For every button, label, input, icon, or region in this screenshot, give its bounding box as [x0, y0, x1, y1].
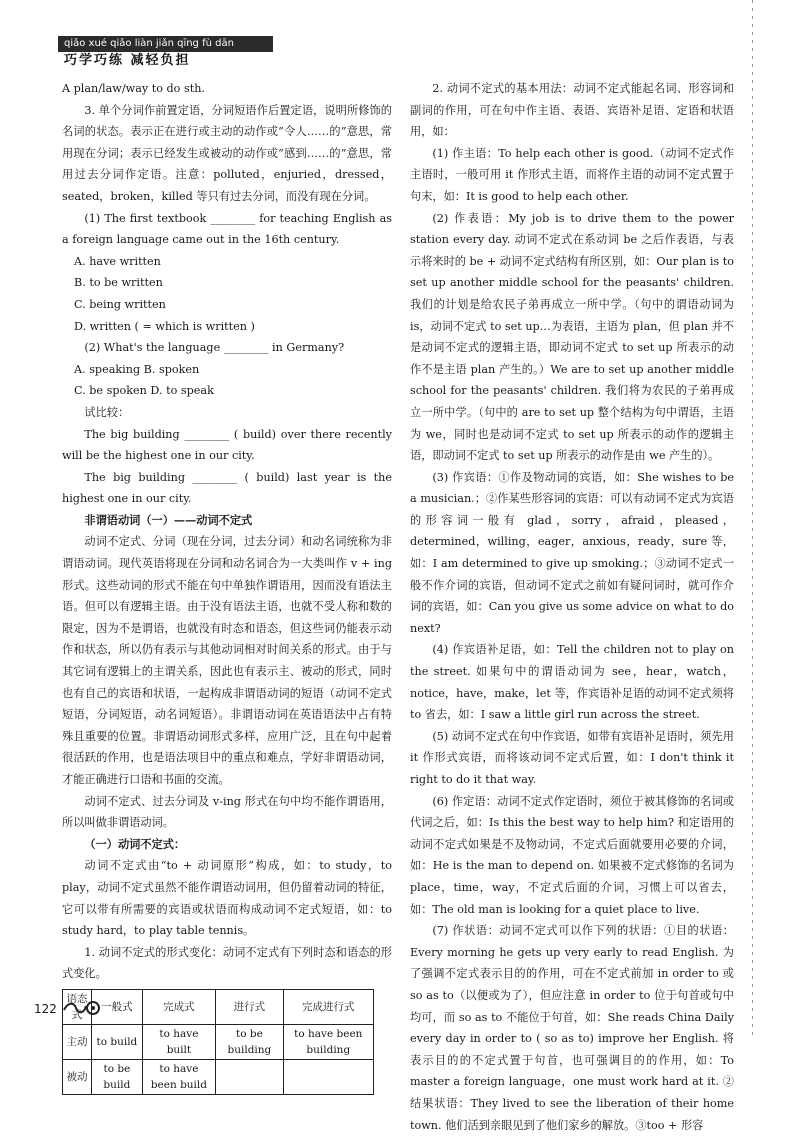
table-cell	[216, 1059, 283, 1094]
compare-sentence: The big building ________ ( build) over there recently will be the highest one in our city.	[62, 427, 392, 463]
question-1: (1) The first textbook ________ for teaching English as a foreign language came out in the 16th century.	[62, 211, 392, 247]
table-row	[63, 1024, 374, 1059]
table-cell: to have been build	[142, 1059, 216, 1094]
publisher-logo-icon	[62, 998, 102, 1018]
header-pinyin: qiǎo xué qiǎo liàn jiǎn qīng fù dān	[58, 36, 273, 52]
paragraph: 1. 动词不定式的形式变化：动词不定式有下列时态和语态的形式变化。	[62, 945, 392, 981]
paragraph: (1) 作主语：To help each other is good.（动词不定式作主语时，一般可用 it 作形式主语，而将作主语的动词不定式置于句末，如：It is good to help each other.	[410, 146, 734, 203]
question-2: (2) What's the language ________ in Germany?	[84, 341, 345, 355]
table-cell: to have built	[142, 1024, 216, 1059]
paragraph: (3) 作宾语：①作及物动词的宾语，如：She wishes to be a musician.；②作某些形容词的宾语：可以有动词不定式为宾语的形容词一般有 glad，sorry，afraid，pleased，determined，willing，eager，anxious，ready，sure 等，如：I am determined to give up smoking.；③动词不定式一般不作介词的宾语，但动词不定式之前如有疑问词时，就可作介词的宾语，如：Can you give us some advice on what to do next?	[410, 470, 734, 635]
table-header: 完成进行式	[283, 989, 373, 1024]
paragraph: (2) 作表语：My job is to drive them to the power station every day. 动词不定式在系动词 be 之后作表语，与表示将来时的 be + 动词不定式结构有所区别，如：Our plan is to set up another middle school for the peasants' children. 我们的计划是给农民子弟再成立一所中学。（句中的谓语动词为 is，动词不定式 to set up…为表语，主语为 plan，但 plan 并不是动词不定式的逻辑主语，即动词不定式 to set up 所表示的动作不是主语 plan 产生的。）We are to set up another middle school for the peasants' children. 我们将为农民的子弟再成立一所中学。（句中的 are to set up 整个结构为句中谓语，主语为 we，同时也是动词不定式 to set up 所表示的动作的逻辑主语，即动词不定式 to set up 所表示的动作是由 we 产生的）。	[410, 211, 734, 463]
left-column	[62, 78, 392, 1095]
table-header: 语态式	[63, 989, 92, 1024]
table-cell: to be building	[216, 1024, 283, 1059]
page-header	[58, 36, 273, 72]
option: D. written ( = which is written )	[74, 319, 255, 333]
table-cell	[283, 1059, 373, 1094]
option: C. be spoken D. to speak	[74, 384, 214, 398]
table-cell: to build	[92, 1024, 143, 1059]
sub-title: （一）动词不定式：	[84, 836, 186, 851]
header-title: 巧学巧练 减轻负担	[64, 53, 191, 68]
table-cell: 被动	[63, 1059, 92, 1094]
table-header: 进行式	[216, 989, 283, 1024]
option: A. speaking B. spoken	[74, 362, 200, 376]
paragraph: 2. 动词不定式的基本用法：动词不定式能起名词、形容词和副词的作用，可在句中作主语、表语、宾语补足语、定语和状语用，如：	[410, 82, 734, 139]
page-number: 122	[34, 1002, 57, 1016]
option: A. have written	[74, 254, 161, 268]
binding-line	[752, 0, 753, 1035]
paragraph: 3. 单个分词作前置定语，分词短语作后置定语，说明所修饰的名词的状态。表示正在进行或主动的动作或“令人……的”意思，常用现在分词；表示已经发生或被动的动作或“感到……的”意思，常用过去分词作定语。注意：polluted，enjuried，dressed，seated，broken，killed 等只有过去分词，而没有现在分词。	[62, 103, 392, 203]
paragraph: (6) 作定语：动词不定式作定语时，须位于被其修饰的名词或代词之后，如：Is this the best way to help him? 和定语用的动词不定式如果是不及物动词，不定式后面就要用必要的介词，如：He is the man to depend on. 如果被不定式修饰的名词为 place，time，way，不定式后面的介词，习惯上可以省去，如：The old man is looking for a quiet place to live.	[410, 794, 734, 916]
compare-sentence: The big building ________ ( build) last year is the highest one in our city.	[62, 470, 392, 506]
table-header: 一般式	[92, 989, 143, 1024]
right-column	[410, 78, 734, 1136]
page-footer	[34, 998, 154, 1018]
section-title: 非谓语动词（一）——动词不定式	[84, 512, 253, 527]
table-cell: to have been building	[283, 1024, 373, 1059]
table-cell: to be build	[92, 1059, 143, 1094]
compare-label: 试比较：	[84, 405, 130, 419]
paragraph: (7) 作状语：动词不定式可以作下列的状语：①目的状语：Every morning he gets up very early to read English. 为了强调不定式表示目的的作用，可在不定式前加 in order to 或 so as to（以便或为了），但应注意 in order to 位于句首或句中均可，而 so as to 不能位于句首，如：She reads China Daily every day in order to ( so as to) improve her English. 将表示目的的不定式置于句首，也可强调目的的作用，如：To master a foreign language，one must work hard at it. ②结果状语：They lived to see the liberation of their home town. 他们活到亲眼见到了他们家乡的解放。③too + 形容	[410, 924, 734, 1132]
paragraph: 动词不定式、过去分词及 v-ing 形式在句中均不能作谓语用，所以叫做非谓语动词。	[62, 794, 392, 830]
paragraph: 动词不定式、分词（现在分词，过去分词）和动名词统称为非谓语动词。现代英语将现在分词和动名词合为一大类叫作 v + ing 形式。这些动词的形式不能在句中单独作谓语用，因而没有语法主语。但可以有逻辑主语。由于没有语法主语，也就不受人称和数的限定，因为不是谓语，也就没有时态和语态，但这些词仍能表示动作和状态，所以仍有表示与其他动词相对时间关系的形式。由于与其它词有逻辑上的主谓关系，因此也有表示主、被动的形式，同时也有自己的宾语和状语，一起构成非谓语动词的短语（动词不定式短语，分词短语，动名词短语）。非谓语动词在英语语法中占有特殊且重要的位置。非谓语动词形式多样，应用广泛，且在句中起着很活跃的作用，也是语法项目中的重点和难点，学好非谓语动词，才能正确进行口语和书面的交流。	[62, 535, 392, 786]
table-header: 完成式	[142, 989, 216, 1024]
option: C. being written	[74, 297, 166, 311]
table-row	[63, 1059, 374, 1094]
option: B. to be written	[74, 276, 163, 290]
paragraph: A plan/law/way to do sth.	[62, 82, 205, 95]
paragraph: (5) 动词不定式在句中作宾语，如带有宾语补足语时，须先用 it 作形式宾语，而将该动词不定式后置，如：I don't think it right to do it that way.	[410, 729, 734, 786]
paragraph: 动词不定式由“to + 动词原形”构成，如：to study，to play，动词不定式虽然不能作谓语动词用，但仍留着动词的特征，它可以带有所需要的宾语或状语而构成动词不定式短语，如：to study hard，to play table tennis。	[62, 859, 392, 938]
table-cell: 主动	[63, 1024, 92, 1059]
paragraph: (4) 作宾语补足语，如：Tell the children not to play on the street. 如果句中的谓语动词为 see，hear，watch，notice，have，make，let 等，作宾语补足语的动词不定式须将 to 省去，如：I saw a little girl run across the street.	[410, 643, 734, 722]
